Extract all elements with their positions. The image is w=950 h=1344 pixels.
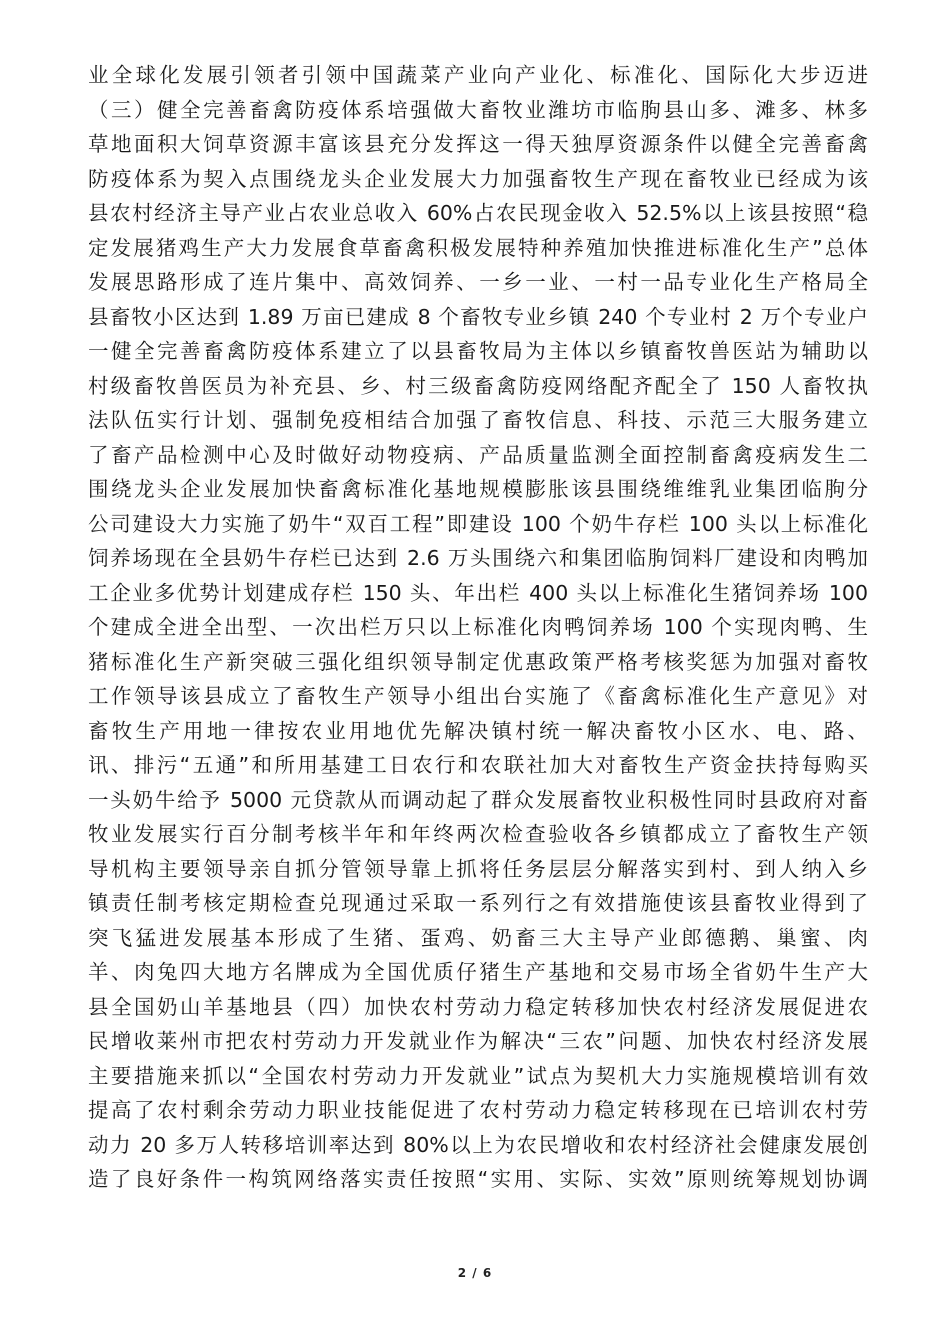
text-line: （三）健全完善畜禽防疫体系培强做大畜牧业潍坊市临朐县山多、滩多、林多	[88, 97, 868, 122]
text-line: 造了良好条件一构筑网络落实责任按照“实用、实际、实效”原则统筹规划协调	[88, 1167, 868, 1191]
text-line: 了畜产品检测中心及时做好动物疫病、产品质量监测全面控制畜禽疫病发生二	[88, 442, 868, 467]
text-line: 公司建设大力实施了奶牛“双百工程”即建设 100 个奶牛存栏 100 头以上标准化	[88, 511, 868, 536]
text-line: 导机构主要领导亲自抓分管领导靠上抓将任务层层分解落实到村、到人纳入乡	[88, 856, 868, 881]
text-line: 镇责任制考核定期检查兑现通过采取一系列行之有效措施使该县畜牧业得到了	[88, 891, 868, 915]
text-line: 工作领导该县成立了畜牧生产领导小组出台实施了《畜禽标准化生产意见》对	[88, 684, 868, 708]
text-line: 畜牧生产用地一律按农业用地优先解决镇村统一解决畜牧小区水、电、路、	[88, 718, 868, 743]
text-line: 法队伍实行计划、强制免疫相结合加强了畜牧信息、科技、示范三大服务建立	[88, 408, 868, 432]
text-line: 防疫体系为契入点围绕龙头企业发展大力加强畜牧生产现在畜牧业已经成为该	[88, 166, 868, 191]
text-line: 提高了农村剩余劳动力职业技能促进了农村劳动力稳定转移现在已培训农村劳	[88, 1098, 868, 1122]
text-line: 羊、肉兔四大地方名牌成为全国优质仔猪生产基地和交易市场全省奶牛生产大	[88, 960, 868, 984]
text-line: 发展思路形成了连片集中、高效饲养、一乡一业、一村一品专业化生产格局全	[88, 270, 868, 294]
text-line: 一头奶牛给予 5000 元贷款从而调动起了群众发展畜牧业积极性同时县政府对畜	[88, 787, 868, 812]
text-line: 动力 20 多万人转移培训率达到 80%以上为农民增收和农村经济社会健康发展创	[88, 1132, 868, 1157]
text-line: 县全国奶山羊基地县（四）加快农村劳动力稳定转移加快农村经济发展促进农	[88, 994, 868, 1019]
text-line: 县农村经济主导产业占农业总收入 60%占农民现金收入 52.5%以上该县按照“稳	[88, 201, 868, 225]
text-line: 定发展猪鸡生产大力发展食草畜禽积极发展特种养殖加快推进标准化生产”总体	[88, 235, 868, 260]
text-line: 村级畜牧兽医员为补充县、乡、村三级畜禽防疫网络配齐配全了 150 人畜牧执	[88, 373, 868, 398]
text-line: 讯、排污“五通”和所用基建工日农行和农联社加大对畜牧生产资金扶持每购买	[88, 753, 868, 777]
text-line: 主要措施来抓以“全国农村劳动力开发就业”试点为契机大力实施规模培训有效	[88, 1063, 868, 1088]
text-line: 牧业发展实行百分制考核半年和年终两次检查验收各乡镇都成立了畜牧生产领	[88, 822, 868, 846]
page-number: 2 / 6	[457, 1266, 493, 1280]
text-line: 猪标准化生产新突破三强化组织领导制定优惠政策严格考核奖惩为加强对畜牧	[88, 649, 868, 674]
text-line: 一健全完善畜禽防疫体系建立了以县畜牧局为主体以乡镇畜牧兽医站为辅助以	[88, 339, 868, 363]
text-line: 民增收莱州市把农村劳动力开发就业作为解决“三农”问题、加快农村经济发展	[88, 1029, 868, 1053]
text-line: 草地面积大饲草资源丰富该县充分发挥这一得天独厚资源条件以健全完善畜禽	[88, 132, 868, 156]
text-line: 工企业多优势计划建成存栏 150 头、年出栏 400 头以上标准化生猪饲养场 100	[88, 580, 868, 605]
text-line: 个建成全进全出型、一次出栏万只以上标准化肉鸭饲养场 100 个实现肉鸭、生	[88, 615, 868, 639]
text-line: 业全球化发展引领者引领中国蔬菜产业向产业化、标准化、国际化大步迈进	[88, 63, 868, 87]
text-line: 突飞猛进发展基本形成了生猪、蛋鸡、奶畜三大主导产业郎德鹅、巢蜜、肉	[88, 925, 868, 950]
text-line: 县畜牧小区达到 1.89 万亩已建成 8 个畜牧专业乡镇 240 个专业村 2 万个专业户	[88, 304, 868, 329]
body-text	[88, 58, 868, 1197]
text-line: 围绕龙头企业发展加快畜禽标准化基地规模膨胀该县围绕维维乳业集团临朐分	[88, 477, 868, 501]
text-line: 饲养场现在全县奶牛存栏已达到 2.6 万头围绕六和集团临朐饲料厂建设和肉鸭加	[88, 546, 868, 570]
